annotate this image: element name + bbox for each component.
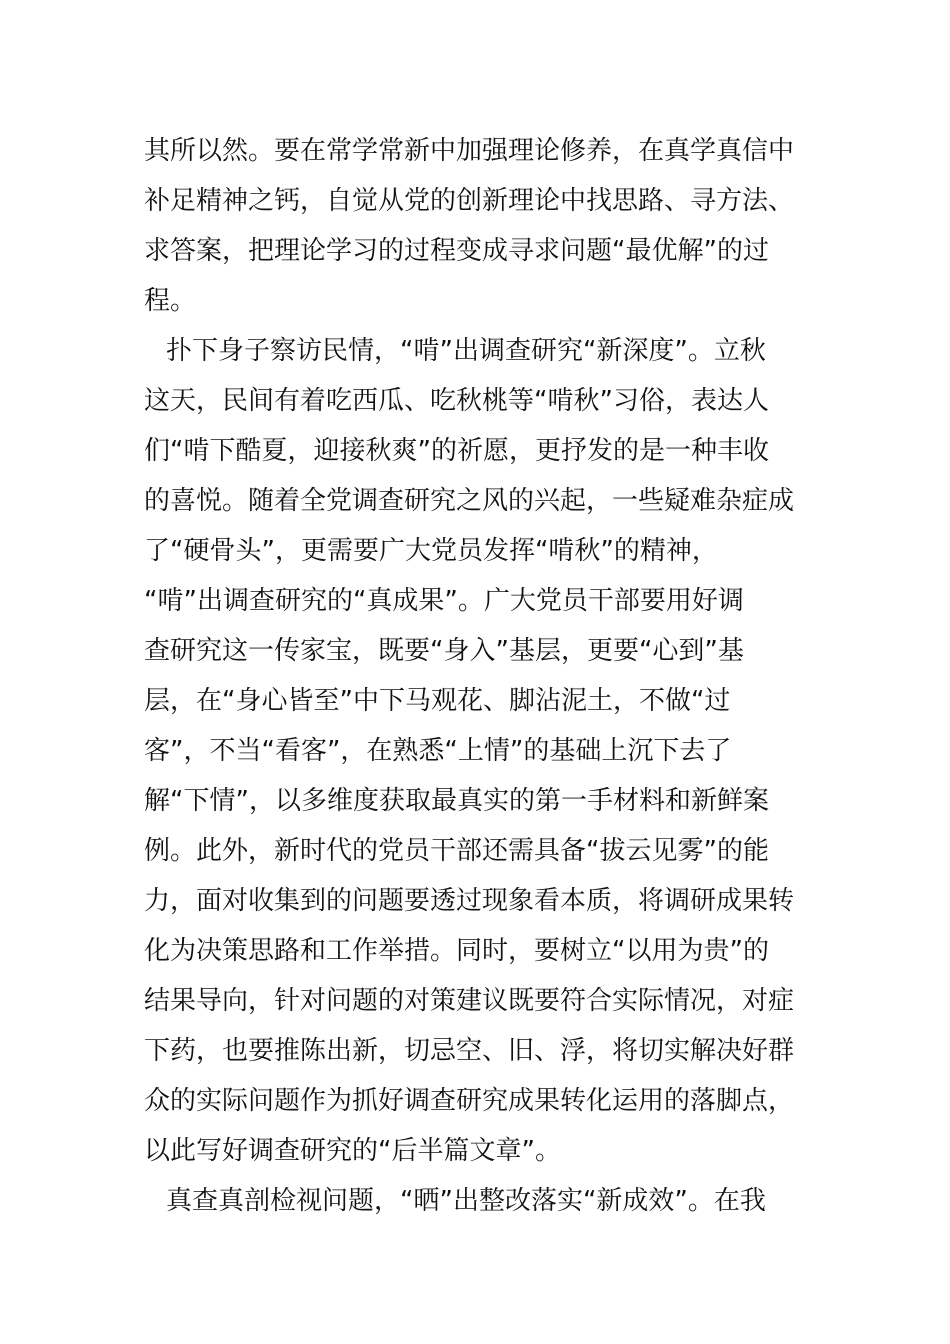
text-line: “啃”出调查研究的“真成果”。广大党员干部要用好调 [144, 586, 744, 616]
text-line: 补足精神之钙，自觉从党的创新理论中找思路、寻方法、 [144, 186, 795, 216]
text-line: 其所以然。要在常学常新中加强理论修养，在真学真信中 [144, 136, 795, 166]
text-line: 程。 [144, 286, 197, 316]
text-line: 下药，也要推陈出新，切忌空、旧、浮，将切实解决好群 [144, 1036, 795, 1066]
body-text [144, 126, 814, 1226]
text-line: 的喜悦。随着全党调查研究之风的兴起，一些疑难杂症成 [144, 486, 795, 516]
text-line: 化为决策思路和工作举措。同时，要树立“以用为贵”的 [144, 936, 769, 966]
text-line: 层，在“身心皆至”中下马观花、脚沾泥土，不做“过 [144, 686, 731, 716]
text-line: 客”，不当“看客”，在熟悉“上情”的基础上沉下去了 [144, 736, 732, 766]
text-line: 以此写好调查研究的“后半篇文章”。 [144, 1136, 561, 1166]
text-line: 求答案，把理论学习的过程变成寻求问题“最优解”的过 [144, 236, 769, 266]
text-line: 结果导向，针对问题的对策建议既要符合实际情况，对症 [144, 986, 795, 1016]
text-line: 们“啃下酷夏，迎接秋爽”的祈愿，更抒发的是一种丰收 [144, 436, 769, 466]
text-line: 解“下情”，以多维度获取最真实的第一手材料和新鲜案 [144, 786, 769, 816]
paragraph-start-line: 扑下身子察访民情，“啃”出调查研究“新深度”。立秋 [166, 336, 766, 366]
text-line: 查研究这一传家宝，既要“身入”基层，更要“心到”基 [144, 636, 744, 666]
text-line: 力，面对收集到的问题要透过现象看本质，将调研成果转 [144, 886, 795, 916]
text-line: 这天，民间有着吃西瓜、吃秋桃等“啃秋”习俗，表达人 [144, 386, 769, 416]
text-line: 例。此外，新时代的党员干部还需具备“拔云见雾”的能 [144, 836, 769, 866]
text-line: 众的实际问题作为抓好调查研究成果转化运用的落脚点， [144, 1086, 795, 1116]
paragraph-start-line: 真查真剖检视问题，“晒”出整改落实“新成效”。在我 [166, 1186, 766, 1216]
text-line: 了“硬骨头”，更需要广大党员发挥“啃秋”的精神， [144, 536, 718, 566]
